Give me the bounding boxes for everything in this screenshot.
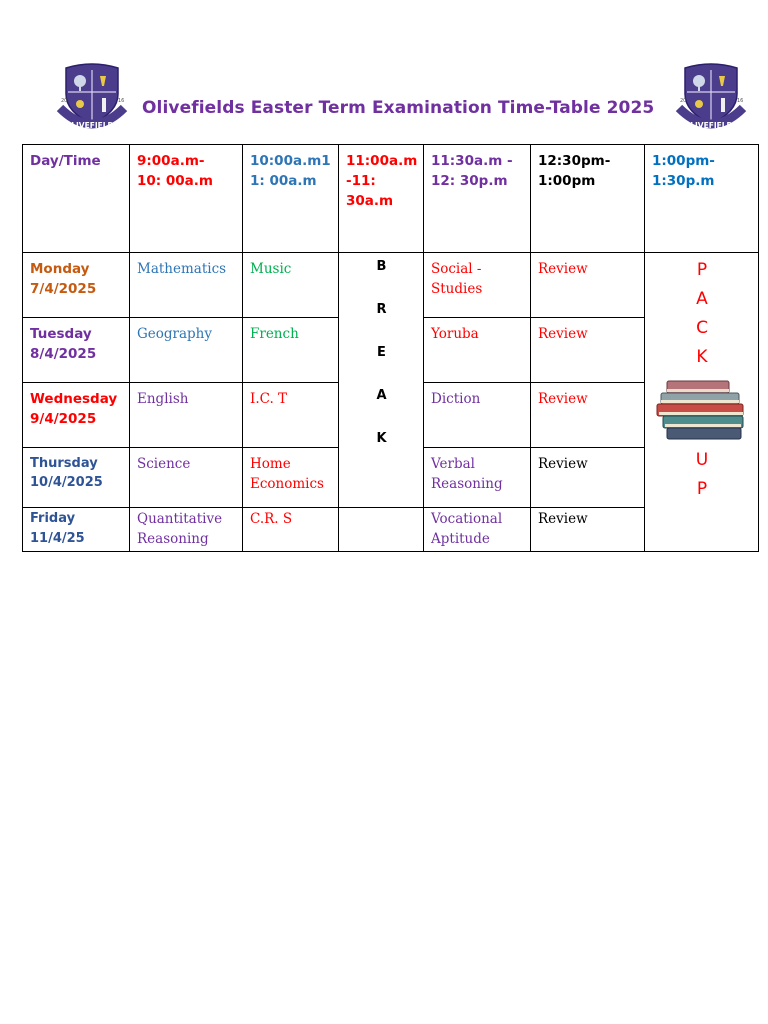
packup-letter: P bbox=[696, 479, 708, 499]
day-cell: Thursday 10/4/2025 bbox=[23, 448, 130, 508]
page-title: Olivefields Easter Term Examination Time-Table 2025 bbox=[142, 98, 655, 118]
subject-cell: Geography bbox=[130, 318, 243, 383]
svg-text:16: 16 bbox=[118, 98, 125, 104]
day-cell: Wednesday 9/4/2025 bbox=[23, 383, 130, 448]
header-day-time: Day/Time bbox=[23, 145, 130, 253]
review-cell: Review bbox=[531, 318, 645, 383]
subject-cell: I.C. T bbox=[243, 383, 339, 448]
packup-letter: P bbox=[696, 260, 708, 280]
packup-letter: U bbox=[695, 450, 709, 470]
day-cell: Monday 7/4/2025 bbox=[23, 253, 130, 318]
break-letter: K bbox=[376, 431, 387, 446]
subject-cell: Verbal Reasoning bbox=[424, 448, 531, 508]
header-slot-3: 11:00a.m -11: 30a.m bbox=[339, 145, 424, 253]
header-slot-1: 9:00a.m- 10: 00a.m bbox=[130, 145, 243, 253]
svg-text:16: 16 bbox=[737, 98, 744, 104]
subject-cell: Diction bbox=[424, 383, 531, 448]
pack-up-column bbox=[645, 253, 759, 552]
school-crest-logo bbox=[56, 62, 128, 134]
header-slot-2: 10:00a.m1 1: 00a.m bbox=[243, 145, 339, 253]
subject-cell: English bbox=[130, 383, 243, 448]
break-letter: A bbox=[376, 388, 387, 403]
exam-timetable bbox=[22, 144, 759, 552]
review-cell: Review bbox=[531, 383, 645, 448]
subject-cell: French bbox=[243, 318, 339, 383]
review-cell: Review bbox=[531, 508, 645, 552]
school-crest-logo-right bbox=[675, 62, 747, 134]
break-letter: E bbox=[377, 345, 386, 360]
subject-cell: Music bbox=[243, 253, 339, 318]
packup-letter: K bbox=[696, 347, 708, 367]
subject-cell: C.R. S bbox=[243, 508, 339, 552]
empty-cell bbox=[339, 508, 424, 552]
stack-of-books-icon bbox=[653, 379, 751, 443]
subject-cell: Vocational Aptitude bbox=[424, 508, 531, 552]
svg-text:20: 20 bbox=[61, 98, 68, 104]
svg-text:20: 20 bbox=[680, 98, 687, 104]
subject-cell: Mathematics bbox=[130, 253, 243, 318]
svg-text:OLIVEFIELDS: OLIVEFIELDS bbox=[683, 121, 739, 130]
header-row bbox=[23, 145, 759, 253]
break-letter: B bbox=[376, 259, 387, 274]
page-header bbox=[0, 60, 768, 140]
subject-cell: Social - Studies bbox=[424, 253, 531, 318]
svg-text:OLIVEFIELDS: OLIVEFIELDS bbox=[64, 121, 120, 130]
break-letter: R bbox=[376, 302, 387, 317]
subject-cell: Home Economics bbox=[243, 448, 339, 508]
header-slot-6: 1:00pm- 1:30p.m bbox=[645, 145, 759, 253]
packup-letter: C bbox=[696, 318, 708, 338]
break-column bbox=[339, 253, 424, 508]
subject-cell: Yoruba bbox=[424, 318, 531, 383]
table-row-monday bbox=[23, 253, 759, 318]
day-cell: Friday 11/4/25 bbox=[23, 508, 130, 552]
review-cell: Review bbox=[531, 253, 645, 318]
subject-cell: Science bbox=[130, 448, 243, 508]
packup-letter: A bbox=[696, 289, 708, 309]
header-slot-5: 12:30pm- 1:00pm bbox=[531, 145, 645, 253]
review-cell: Review bbox=[531, 448, 645, 508]
header-slot-4: 11:30a.m - 12: 30p.m bbox=[424, 145, 531, 253]
day-cell: Tuesday 8/4/2025 bbox=[23, 318, 130, 383]
subject-cell: Quantitative Reasoning bbox=[130, 508, 243, 552]
